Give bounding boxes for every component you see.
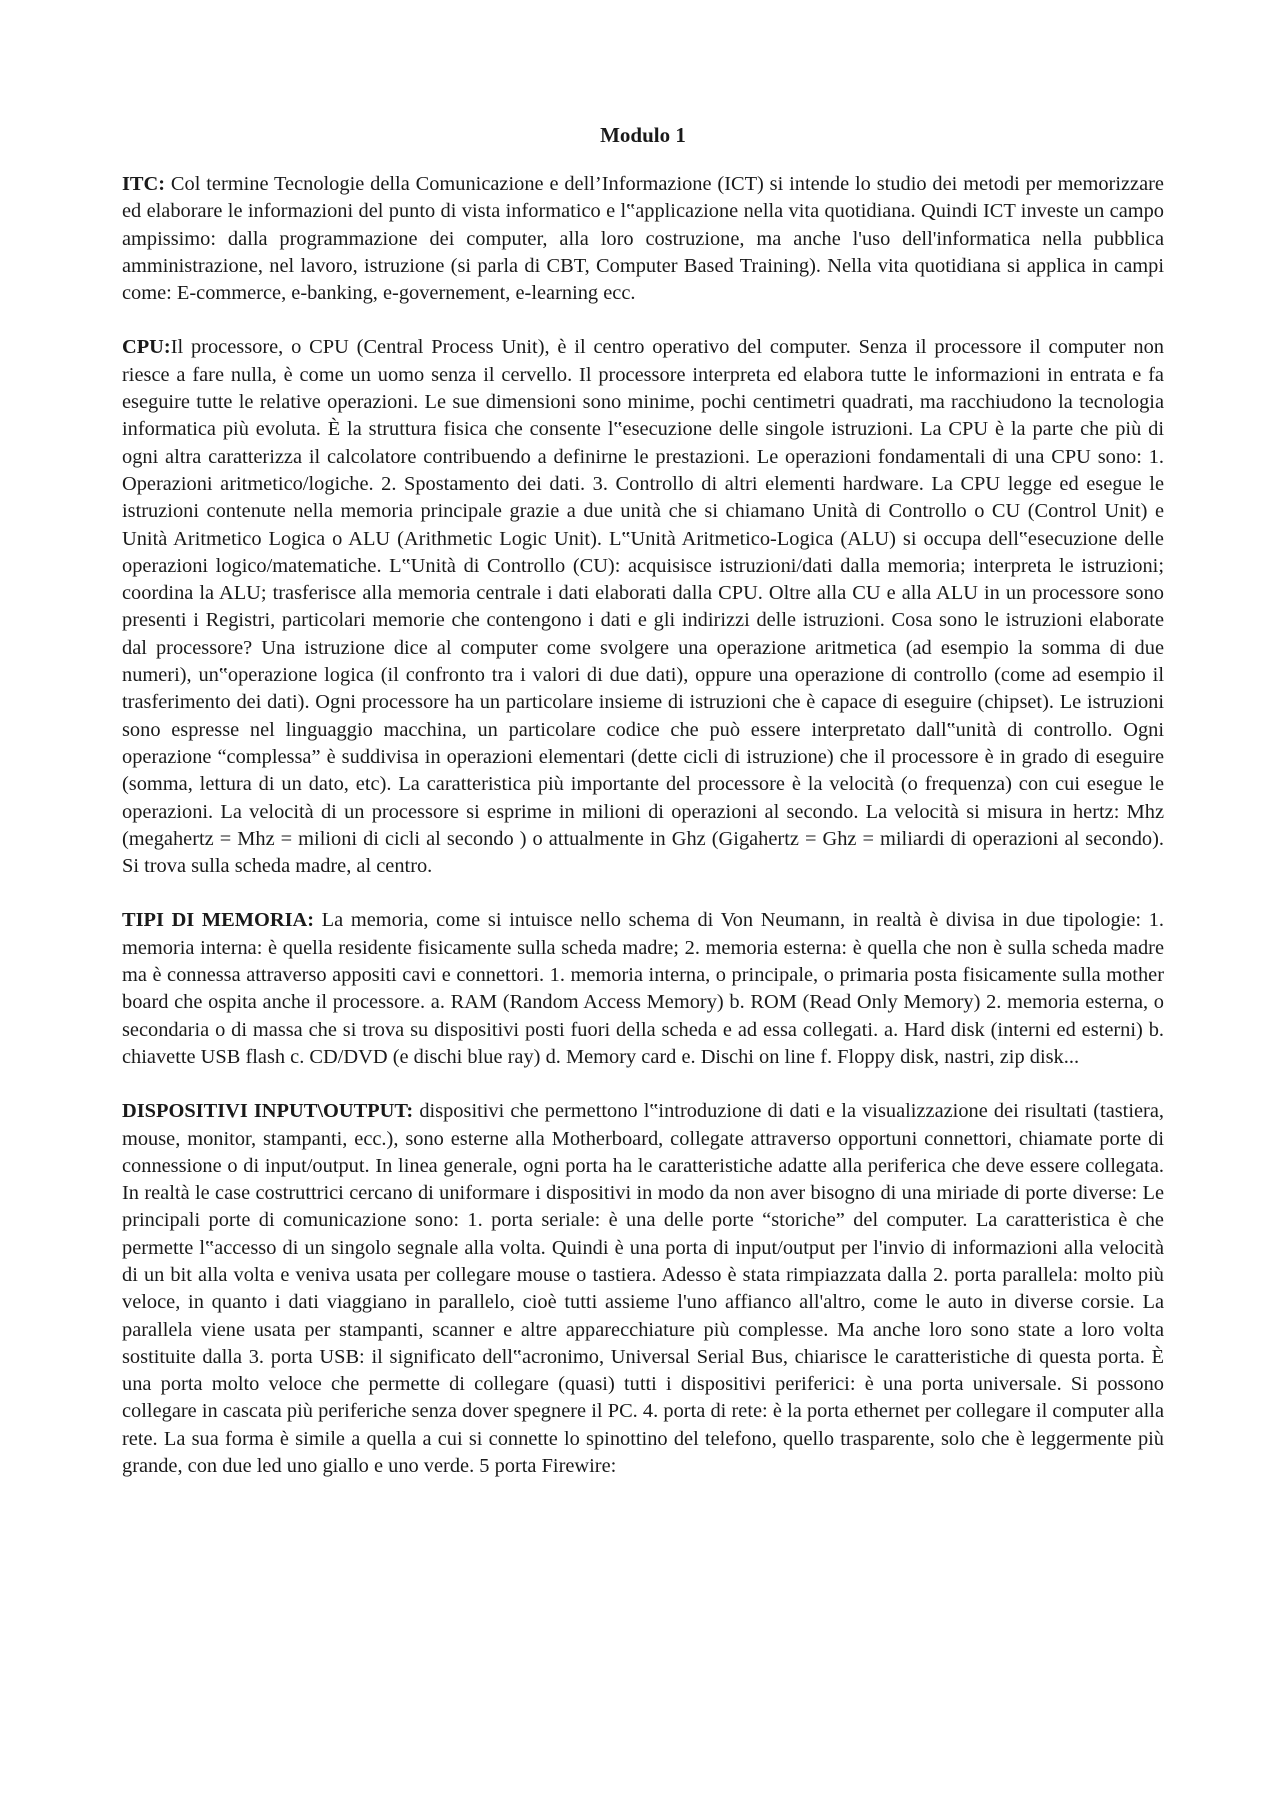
section-body-itc: Col termine Tecnologie della Comunicazione e dell’Informazione (ICT) si intende lo studio dei metodi per memorizzare ed elaborare le informazioni del punto di vista informatico e l‟applicazione nella vita quotidiana. Quindi ICT investe un campo ampissimo: dalla programmazione dei computer, alla loro costruzione, ma anche l'uso dell'informatica nella pubblica amministrazione, nel lavoro, istruzione (si parla di CBT, Computer Based Training). Nella vita quotidiana si applica in campi come: E-commerce, e-banking, e-governement, e-learning ecc.: [122, 173, 1164, 305]
section-heading-cpu: CPU:: [122, 336, 171, 359]
section-body-io-devices: dispositivi che permettono l‟introduzione di dati e la visualizzazione dei risultati (tastiera, mouse, monitor, stampanti, ecc.), sono esterne alla Motherboard, collegate attraverso opportuni connettori, chiamate porte di connessione o di input/output. In linea generale, ogni porta ha le caratteristiche adatte alla periferica che deve essere collegata. In realtà le case costruttrici cercano di uniformare i dispositivi in modo da non aver bisogno di una miriade di porte diverse: Le principali porte di comunicazione sono: 1. porta seriale: è una delle porte “storiche” del computer. La caratteristica è che permette l‟accesso di un singolo segnale alla volta. Quindi è una porta di input/output per l'invio di informazioni alla velocità di un bit alla volta e veniva usata per collegare mouse o tastiera. Adesso è stata rimpiazzata dalla 2. porta parallela: molto più veloce, in quanto i dati viaggiano in parallelo, cioè tutti assieme l'uno affianco all'altro, come le auto in diverse corsie. La parallela viene usata per stampanti, scanner e altre apparecchiature più complesse. Ma anche loro sono state a loro volta sostituite dalla 3. porta USB: il significato dell‟acronimo, Universal Serial Bus, chiarisce le caratteristiche di questa porta. È una porta molto veloce che permette di collegare (quasi) tutti i dispositivi periferici: è una porta universale. Si possono collegare in cascata più periferiche senza dover spegnere il PC. 4. porta di rete: è la porta ethernet per collegare il computer alla rete. La sua forma è simile a quella a cui si connette lo spinottino del telefono, quello trasparente, solo che è leggermente più grande, con due led uno giallo e uno verde. 5 porta Firewire:: [122, 1100, 1164, 1478]
section-heading-io-devices: DISPOSITIVI INPUT\OUTPUT:: [122, 1100, 414, 1123]
section-body-cpu: Il processore, o CPU (Central Process Unit), è il centro operativo del computer. Senza il processore il computer non riesce a fare nulla, è come un uomo senza il cervello. Il processore interpreta ed elabora tutte le informazioni in entrata e fa eseguire tutte le relative operazioni. Le sue dimensioni sono minime, pochi centimetri quadrati, ma racchiudono la tecnologia informatica più evoluta. È la struttura fisica che consente l‟esecuzione delle singole istruzioni. La CPU è la parte che più di ogni altra caratterizza il calcolatore contribuendo a definirne le prestazioni. Le operazioni fondamentali di una CPU sono: 1. Operazioni aritmetico/logiche. 2. Spostamento dei dati. 3. Controllo di altri elementi hardware. La CPU legge ed esegue le istruzioni contenute nella memoria principale grazie a due unità che si chiamano Unità di Controllo o CU (Control Unit) e Unità Aritmetico Logica o ALU (Arithmetic Logic Unit). L‟Unità Aritmetico-Logica (ALU) si occupa dell‟esecuzione delle operazioni logico/matematiche. L‟Unità di Controllo (CU): acquisisce istruzioni/dati dalla memoria; interpreta le istruzioni; coordina la ALU; trasferisce alla memoria centrale i dati elaborati dalla CPU. Oltre alla CU e alla ALU in un processore sono presenti i Registri, particolari memorie che contengono i dati e gli indirizzi delle istruzioni. Cosa sono le istruzioni elaborate dal processore? Una istruzione dice al computer come svolgere una operazione aritmetica (ad esempio la somma di due numeri), un‟operazione logica (il confronto tra i valori di due dati), oppure una operazione di controllo (come ad esempio il trasferimento dei dati). Ogni processore ha un particolare insieme di istruzioni che è capace di eseguire (chipset). Le istruzioni sono espresse nel linguaggio macchina, un particolare codice che può essere interpretato dall‟unità di controllo. Ogni operazione “complessa” è suddivisa in operazioni elementari (dette cicli di istruzione) che il processore è in grado di eseguire (somma, lettura di un dato, etc). La caratteristica più importante del processore è la velocità (o frequenza) con cui esegue le operazioni. La velocità di un processore si esprime in milioni di operazioni al secondo. La velocità si misura in hertz: Mhz (megahertz = Mhz = milioni di cicli al secondo ) o attualmente in Ghz (Gigahertz = Ghz = miliardi di operazioni al secondo). Si trova sulla scheda madre, al centro.: [122, 336, 1164, 878]
page-title: Modulo 1: [600, 123, 686, 147]
section-memory-types: [122, 907, 1164, 1071]
section-io-devices: [122, 1098, 1164, 1480]
section-body-memory-types: La memoria, come si intuisce nello schema di Von Neumann, in realtà è divisa in due tipologie: 1. memoria interna: è quella residente fisicamente sulla scheda madre; 2. memoria esterna: è quella che non è sulla scheda madre ma è connessa attraverso appositi cavi e connettori. 1. memoria interna, o principale, o primaria posta fisicamente sulla mother board che ospita anche il processore. a. RAM (Random Access Memory) b. ROM (Read Only Memory) 2. memoria esterna, o secondaria o di massa che si trova su dispositivi posti fuori della scheda e ad essa collegati. a. Hard disk (interni ed esterni) b. chiavette USB flash c. CD/DVD (e dischi blue ray) d. Memory card e. Dischi on line f. Floppy disk, nastri, zip disk...: [122, 909, 1164, 1068]
section-itc: [122, 171, 1164, 307]
section-heading-memory-types: TIPI DI MEMORIA:: [122, 909, 315, 932]
section-cpu: [122, 334, 1164, 880]
section-heading-itc: ITC:: [122, 173, 166, 195]
document-page: [122, 122, 1164, 1507]
